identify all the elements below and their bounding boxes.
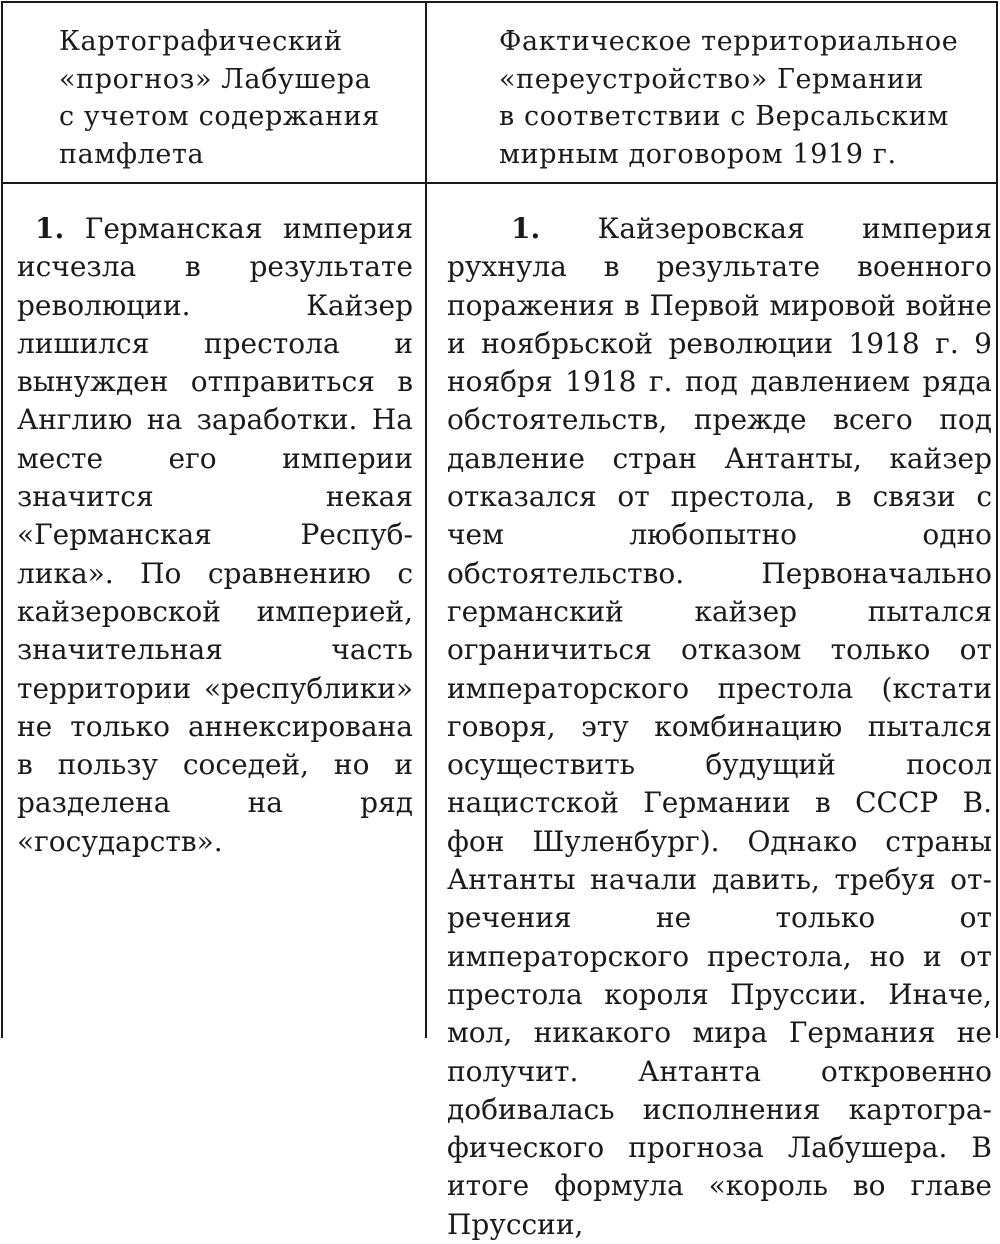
header-line: памфлета (59, 138, 205, 170)
cell-paragraph (447, 210, 992, 1244)
header-cell-versailles-reorganization (427, 3, 998, 182)
item-number: 1. (35, 212, 65, 245)
item-number: 1. (511, 212, 541, 245)
header-line: Фактическое территориальное (499, 26, 959, 57)
header-line: в соответствии с Версальским (499, 101, 949, 132)
cell-text: Кайзеровская империя рухнула в результате военного поражения в Первой мировой войне и ноябрьской революции 1918 г. 9 ноября 1918 г. под давлением ряда обстоятельств, прежде всего под давление стран Антанты, кайзер отказался от престола, в связи с чем любопытно одно обстоятельство. Первоначально германский кайзер пытался ограничиться отказом только от императорского престола (кстати говоря, эту комбинацию пытался осуществить будущий посол нацистской Германии в СССР В. фон Шуленбург). Однако страны Антанты начали давить, требуя отречения не только от императорского престола, но и от престола короля Пруссии. Иначе, мол, никакого мира Германия не получит. Антанта откровенно добивалась исполнения картографического прогноза Лабушера. В итоге формула «король во главе Пруссии, (447, 212, 992, 1241)
row-1-right-cell (427, 184, 998, 1244)
comparison-table (1, 1, 998, 1241)
header-line: с учетом содержания (59, 101, 380, 132)
header-line: «переустройство» Германии (499, 63, 925, 95)
row-1-left-cell (3, 184, 425, 861)
header-line: «прогноз» Лабушера (59, 63, 372, 95)
cell-text: Германская империя исчезла в результате революции. Кайзер лишился престола и вынужден отправиться в Англию на заработки. На месте его империи значится некая «Германская Республика». По сравнению с кайзеровской империей, значительная часть территории «республики» не только аннексирована в пользу соседей, но и разделена на ряд «государств». (17, 212, 413, 858)
header-cell-labouchere-forecast (3, 3, 425, 182)
header-line: Картографический (59, 26, 343, 57)
header-line: мирным договором 1919 г. (499, 138, 897, 170)
cell-paragraph (17, 210, 413, 861)
